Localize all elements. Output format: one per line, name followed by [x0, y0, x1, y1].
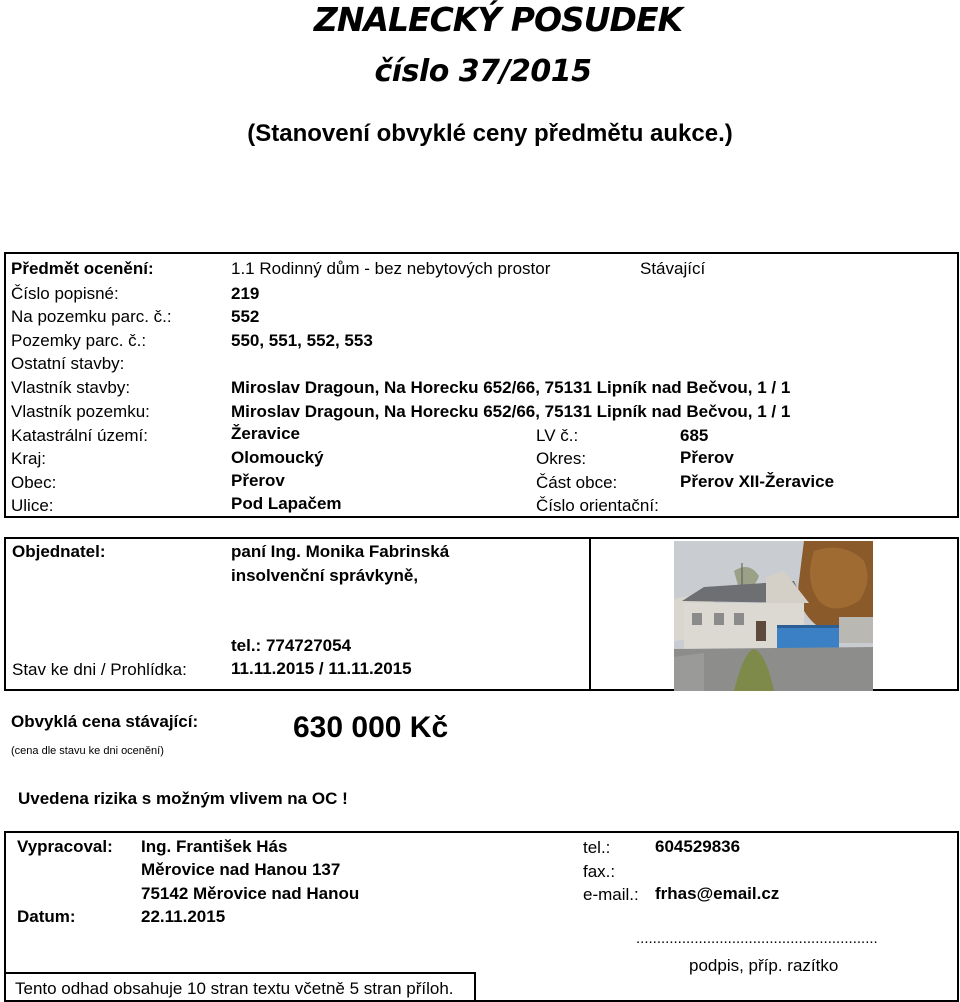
na-pozemku-label: Na pozemku parc. č.: [11, 307, 172, 326]
predmet-state: Stávající [640, 259, 706, 278]
ulice-value: Pod Lapačem [231, 494, 342, 513]
client-name: paní Ing. Monika Fabrinská [231, 542, 450, 561]
vypracoval-label: Vypracoval: [17, 837, 113, 856]
client-divider [589, 537, 591, 691]
email-label: e-mail.: [583, 885, 639, 904]
author-address2: 75142 Měrovice nad Hanou [141, 884, 360, 903]
house-photo-icon [674, 541, 873, 691]
objednatel-label: Objednatel: [12, 542, 106, 561]
author-name: Ing. František Hás [141, 837, 288, 856]
lv-value: 685 [680, 426, 709, 445]
tel-label: tel.: [583, 838, 611, 857]
vlastnik-stavby-value: Miroslav Dragoun, Na Horecku 652/66, 75131 Lipník nad Bečvou, 1 / 1 [231, 378, 791, 397]
okres-label: Okres: [536, 449, 587, 468]
vlastnik-stavby-label: Vlastník stavby: [11, 378, 131, 397]
footer-note: Tento odhad obsahuje 10 stran textu včetně 5 stran příloh. [15, 979, 454, 998]
obec-value: Přerov [231, 471, 285, 490]
signature-label: podpis, příp. razítko [689, 956, 839, 975]
risk-note: Uvedena rizika s možným vlivem na OC ! [18, 789, 348, 808]
lv-label: LV č.: [536, 426, 579, 445]
price-value: 630 000 Kč [293, 711, 449, 744]
client-phone: tel.: 774727054 [231, 636, 352, 655]
pozemky-value: 550, 551, 552, 553 [231, 331, 373, 350]
tel-value: 604529836 [655, 837, 741, 856]
document-number: číslo 37/2015 [374, 54, 592, 89]
signature-dots: .......................................................... [636, 930, 878, 947]
stav-value: 11.11.2015 / 11.11.2015 [231, 659, 412, 678]
email-value: frhas@email.cz [655, 884, 780, 903]
katastr-label: Katastrální území: [11, 426, 149, 445]
vlastnik-pozemku-label: Vlastník pozemku: [11, 402, 150, 421]
document-title: ZNALECKÝ POSUDEK [313, 0, 683, 39]
cast-obce-value: Přerov XII-Žeravice [680, 472, 835, 491]
house-photo [674, 541, 873, 691]
na-pozemku-value: 552 [231, 307, 260, 326]
predmet-value: 1.1 Rodinný dům - bez nebytových prostor [231, 259, 551, 278]
client-role: insolvenční správkyně, [231, 566, 419, 585]
predmet-label: Předmět ocenění: [11, 259, 154, 278]
fax-label: fax.: [583, 862, 616, 881]
katastr-value: Žeravice [231, 424, 300, 443]
vlastnik-pozemku-value: Miroslav Dragoun, Na Horecku 652/66, 75131 Lipník nad Bečvou, 1 / 1 [231, 402, 791, 421]
cislo-popisne-value: 219 [231, 284, 260, 303]
kraj-value: Olomoucký [231, 448, 324, 467]
cast-obce-label: Část obce: [536, 473, 618, 492]
ulice-label: Ulice: [11, 496, 54, 515]
author-address1: Měrovice nad Hanou 137 [141, 860, 341, 879]
kraj-label: Kraj: [11, 449, 46, 468]
datum-label: Datum: [17, 907, 76, 926]
price-label: Obvyklá cena stávající: [11, 712, 199, 731]
okres-value: Přerov [680, 448, 734, 467]
datum-value: 22.11.2015 [141, 907, 226, 926]
ostatni-stavby-label: Ostatní stavby: [11, 354, 125, 373]
cislo-orient-label: Číslo orientační: [536, 496, 659, 515]
document-subtitle: (Stanovení obvyklé ceny předmětu aukce.) [247, 120, 733, 147]
cislo-popisne-label: Číslo popisné: [11, 284, 119, 303]
price-note: (cena dle stavu ke dni ocenění) [11, 745, 164, 757]
pozemky-label: Pozemky parc. č.: [11, 331, 147, 350]
obec-label: Obec: [11, 473, 57, 492]
stav-label: Stav ke dni / Prohlídka: [12, 660, 187, 679]
